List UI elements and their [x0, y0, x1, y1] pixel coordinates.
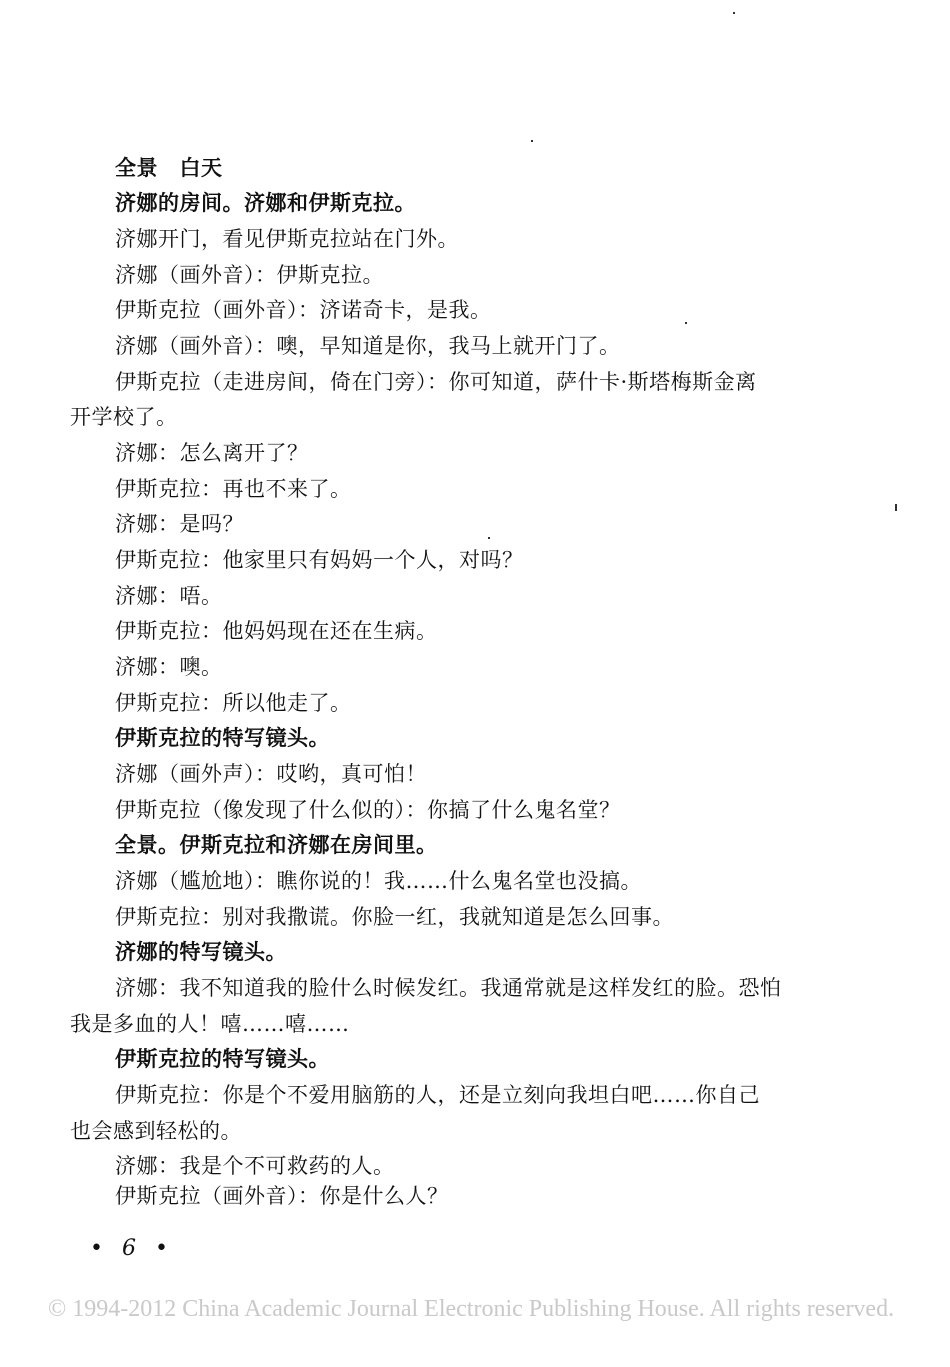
- shot-direction: 伊斯克拉的特写镜头。: [115, 725, 330, 750]
- scene-description: 济娜的房间。济娜和伊斯克拉。: [115, 190, 416, 215]
- dialogue-line: 济娜：唔。: [115, 584, 223, 608]
- dialogue-line: 济娜：噢。: [115, 655, 223, 679]
- dialogue-continuation: 也会感到轻松的。: [70, 1119, 242, 1143]
- dialogue-line: 伊斯克拉：你是个不爱用脑筋的人，还是立刻向我坦白吧……你自己: [115, 1083, 760, 1107]
- scan-speck: [685, 322, 687, 324]
- dialogue-line: 济娜：我是个不可救药的人。: [115, 1154, 395, 1178]
- dialogue-line: 济娜：我不知道我的脸什么时候发红。我通常就是这样发红的脸。恐怕: [115, 976, 782, 1000]
- page-number: • 6 •: [90, 1236, 174, 1261]
- shot-direction: 全景。伊斯克拉和济娜在房间里。: [115, 832, 438, 857]
- shot-direction: 济娜的特写镜头。: [115, 939, 287, 964]
- scene-heading: 全景 白天: [115, 155, 223, 180]
- dialogue-line: 济娜（尴尬地）：瞧你说的！我……什么鬼名堂也没搞。: [115, 869, 642, 893]
- dialogue-line: 伊斯克拉（画外音）：你是什么人？: [115, 1184, 449, 1208]
- dialogue-line: 济娜：怎么离开了？: [115, 441, 309, 465]
- dialogue-line: 济娜（画外音）：伊斯克拉。: [115, 263, 384, 287]
- dialogue-line: 伊斯克拉：他家里只有妈妈一个人，对吗？: [115, 548, 524, 572]
- dialogue-line: 伊斯克拉（像发现了什么似的）：你搞了什么鬼名堂？: [115, 798, 621, 822]
- scene-description: 济娜开门，看见伊斯克拉站在门外。: [115, 227, 459, 251]
- copyright-watermark: © 1994-2012 China Academic Journal Electronic Publishing House. All rights reserved.: [48, 1296, 895, 1322]
- scan-speck: [488, 537, 490, 539]
- scan-speck: [531, 140, 533, 142]
- shot-direction: 伊斯克拉的特写镜头。: [115, 1046, 330, 1071]
- dialogue-continuation: 我是多血的人！嘻……嘻……: [70, 1012, 350, 1036]
- dialogue-line: 济娜：是吗？: [115, 512, 244, 536]
- dialogue-line: 伊斯克拉（画外音）：济诺奇卡，是我。: [115, 298, 492, 322]
- dialogue-line: 伊斯克拉（走进房间，倚在门旁）：你可知道，萨什卡·斯塔梅斯金离: [115, 370, 757, 394]
- dialogue-line: 伊斯克拉：所以他走了。: [115, 691, 352, 715]
- dialogue-line: 济娜（画外声）：哎哟，真可怕！: [115, 762, 427, 786]
- scan-speck: [895, 504, 897, 511]
- dialogue-continuation: 开学校了。: [70, 405, 178, 429]
- dialogue-line: 济娜（画外音）：噢，早知道是你，我马上就开门了。: [115, 334, 621, 358]
- dialogue-line: 伊斯克拉：别对我撒谎。你脸一红，我就知道是怎么回事。: [115, 905, 674, 929]
- dialogue-line: 伊斯克拉：他妈妈现在还在生病。: [115, 619, 438, 643]
- dialogue-line: 伊斯克拉：再也不来了。: [115, 477, 352, 501]
- scan-speck: [733, 12, 735, 14]
